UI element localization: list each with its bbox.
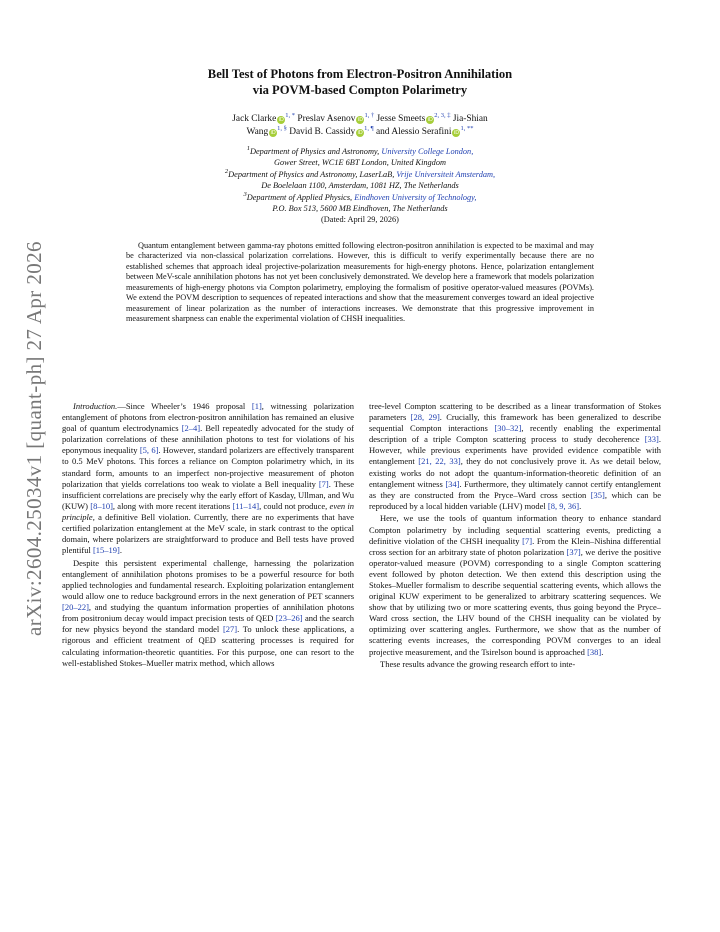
- citation-link[interactable]: [23–26]: [275, 613, 303, 624]
- abstract: Quantum entanglement between gamma-ray photons emitted following electron-positron annihilation is expected to be maximal and may be characterized via non-classical polarization correlations. However, this is difficult to verify experimentally because there are no established schemes that approach ideal projective-polarization measurements for high-energy photons. Hence, polarization entanglement between MeV-scale annihilation photons has not yet been conclusively demonstrated. We develop here a framework that models polarization measurements of high-energy photons via Compton polarimetry, employing the formalism of positive operator-valued measures (POVMs). We extend the POVM description to sequences of repeated interactions and show that the measurement converges toward an ideal projective measurement of linear polarization as the number of interactions increases. We demonstrate that this progressive improvement in measurement sharpness can enable the experimental violation of CHSH inequalities.: [126, 241, 594, 324]
- citation-link[interactable]: [37]: [566, 546, 581, 557]
- body-column-right: [369, 401, 661, 672]
- text-run: . To unlock these applications, a rigorous and efficient treatment of QED scattering processes is required for calculating information-theoretic quantities. For this purpose, one can resort to the well-established Stokes–Mueller matrix method, which allows: [62, 624, 355, 668]
- text-run: tree-level Compton scattering to be described as a linear transformation of Stokes parameters: [369, 401, 661, 423]
- author-affil-marker[interactable]: 1, ¶: [364, 125, 374, 132]
- author-name: Wang: [246, 127, 269, 137]
- text-run: .: [119, 545, 122, 556]
- author-name: David B. Cassidy: [289, 127, 356, 137]
- text-run: , witnessing polarization entanglement of photons from electron-positron annihilation has remained an elusive goal of quantum electrodynamics: [62, 401, 354, 434]
- affiliation-number: 2: [224, 167, 229, 175]
- text-run: , and studying the quantum information properties of annihilation photons from positronium decay would impact precision tests of QED: [62, 602, 354, 624]
- title-line-1: Bell Test of Photons from Electron-Positron Annihilation: [207, 67, 513, 81]
- citation-link[interactable]: [5, 6]: [139, 445, 159, 456]
- orcid-icon[interactable]: iD: [278, 117, 284, 123]
- paragraph: [369, 401, 661, 512]
- body-column-left: [62, 401, 354, 670]
- citation-link[interactable]: [34]: [445, 478, 460, 489]
- text-run: . Crucially, this framework has been generalized to describe sequential Compton interactions: [369, 412, 661, 434]
- affiliation-3-address: P.O. Box 513, 5600 MB Eindhoven, The Netherlands: [272, 204, 448, 214]
- citation-link[interactable]: [11–14]: [232, 500, 260, 511]
- citation-link[interactable]: [35]: [590, 489, 605, 500]
- affiliation-link[interactable]: Vrije Universiteit Amsterdam,: [396, 169, 496, 179]
- citation-link[interactable]: [1]: [251, 401, 262, 411]
- citation-link[interactable]: [7]: [318, 478, 329, 489]
- author-name: Jack Clarke: [232, 114, 277, 124]
- orcid-icon[interactable]: iD: [357, 130, 363, 136]
- affiliation-text: Department of Physics and Astronomy,: [249, 147, 380, 156]
- text-run: . Furthermore, they ultimately cannot certify entanglement as they are constructed from the Pryce–Ward cross section: [369, 478, 661, 500]
- dated-line: (Dated: April 29, 2026): [321, 215, 399, 225]
- author-name: Alessio Serafini: [391, 127, 452, 137]
- author-affil-marker[interactable]: 1, *: [285, 112, 296, 119]
- paragraph: [62, 401, 354, 556]
- author-conjunction: and: [375, 127, 390, 137]
- text-run: —Since Wheeler’s 1946 proposal: [117, 401, 252, 411]
- orcid-icon[interactable]: iD: [357, 117, 364, 123]
- arxiv-identifier: arXiv:2604.25034v1 [quant-ph] 27 Apr 2026: [22, 241, 46, 636]
- text-run: , which can be reproduced by a local hidden variable (LHV) model: [369, 489, 662, 511]
- text-run: , we derive the positive operator-valued measure (POVM) corresponding to a single Compton scattering event followed by photon detection. We then extend this description using the Stokes–Mueller formalism to describe sequential scattering events, which allows the original KUW experiment to be generalized to arbitrary scattering sequences. We show that by utilizing two or more scattering events, thus going beyond the Pryce–Ward cross section, the LHV bound of the CHSH inequality can be violated by optimizing over scattering angles. Furthermore, we show that as the number of scattering events increases, the corresponding POVM converges to an ideal projective measurement, and the Tsirelson bound is approached: [369, 546, 661, 657]
- citation-link[interactable]: [30–32]: [494, 423, 522, 434]
- citation-link[interactable]: [15–19]: [92, 545, 120, 556]
- affiliation-text: Department of Physics and Astronomy, LaserLaB,: [228, 169, 395, 179]
- citation-link[interactable]: [21, 22, 33]: [418, 456, 461, 467]
- citation-link[interactable]: [27]: [222, 624, 238, 635]
- citation-link[interactable]: [8–10]: [90, 500, 113, 511]
- affiliation-3: [130, 192, 590, 203]
- text-run: , along with more recent iterations: [112, 500, 233, 511]
- affiliation-link[interactable]: University College London,: [381, 147, 474, 156]
- affiliation-2-address: De Boelelaan 1100, Amsterdam, 1081 HZ, The Netherlands: [261, 181, 459, 191]
- text-run: , they do not conclusively prove it. As we detail below, existing works do not adopt the quantum-information-theoretic definition of an entanglement witness: [369, 456, 661, 489]
- text-run: .: [601, 646, 604, 657]
- text-run: . Bell repeatedly advocated for the study of polarization correlations of these annihilation photons to test for violations of his eponymous inequality: [62, 423, 354, 456]
- paragraph: [369, 513, 661, 657]
- paragraph: [369, 659, 661, 670]
- author-name: Jia-Shian: [452, 114, 488, 124]
- author-name: Jesse Smeets: [376, 114, 426, 124]
- author-list: [150, 113, 570, 139]
- text-run: , a definitive Bell violation. Currently, there are no experiments that have certified polarization entanglement at the MeV scale, in stark contrast to the optical domain, where polarizers are straightforward to produce and Bell tests have proved plentiful: [62, 511, 354, 556]
- text-run: These results advance the growing research effort to inte-: [380, 659, 576, 670]
- text-run: , recently enabling the experimental description of a triple Compton scattering process to study decoherence: [369, 423, 661, 445]
- affiliation-1-address: Gower Street, WC1E 6BT London, United Kingdom: [274, 158, 446, 168]
- citation-link[interactable]: [7]: [522, 535, 533, 546]
- affiliation-link[interactable]: Eindhoven University of Technology,: [354, 192, 477, 202]
- affiliation-text: Department of Applied Physics,: [246, 192, 353, 202]
- section-runin: Introduction.: [73, 401, 118, 411]
- author-name: Preslav Asenov: [297, 114, 356, 124]
- citation-link[interactable]: [38]: [587, 646, 602, 657]
- citation-link[interactable]: [33]: [644, 434, 659, 445]
- text-run: Here, we use the tools of quantum information theory to enhance standard Compton polarimetry by including sequential scattering events, predicting a definitive violation of the CHSH inequality: [369, 513, 661, 546]
- text-run: , could not produce,: [259, 500, 330, 511]
- author-affil-marker[interactable]: 1, §: [277, 125, 287, 132]
- citation-link[interactable]: [2–4]: [181, 423, 201, 434]
- author-affil-marker[interactable]: 1, †: [364, 112, 375, 119]
- title-line-2: via POVM-based Compton Polarimetry: [252, 83, 468, 97]
- citation-link[interactable]: [20–22]: [62, 602, 89, 613]
- text-run: .: [579, 500, 582, 511]
- emphasis: even in principle: [62, 500, 354, 522]
- affiliation-number: 3: [243, 190, 247, 198]
- paper-title: [140, 66, 580, 98]
- affiliation-1: [130, 146, 590, 157]
- text-run: and the search for new physics beyond the standard model: [62, 613, 354, 635]
- citation-link[interactable]: [28, 29]: [410, 412, 440, 423]
- affiliation-number: 1: [246, 145, 250, 152]
- orcid-icon[interactable]: iD: [270, 130, 276, 136]
- citation-link[interactable]: [8, 9, 36]: [547, 500, 580, 511]
- affiliations: [130, 146, 590, 226]
- text-run: . These insufficient correlations are precisely why the early effort of Kasday, Ullman, and Wu (KUW): [62, 478, 354, 511]
- author-affil-marker[interactable]: 1, **: [460, 125, 474, 132]
- author-affil-marker[interactable]: 2, 3, ‡: [434, 112, 451, 119]
- paragraph: [62, 558, 354, 669]
- text-run: . However, while previous experiments have provided evidence compatible with entanglement: [369, 434, 661, 467]
- affiliation-2: [130, 169, 590, 180]
- text-run: Despite this persistent experimental challenge, harnessing the polarization entanglement of annihilation photons promises to be a powerful resource for both applied technologies and fundamental research. Exploiting polarization entanglement would allow one to reduce background errors in the next generation of PET scanners: [62, 557, 354, 602]
- orcid-icon[interactable]: iD: [453, 130, 460, 136]
- text-run: . However, standard polarizers are effectively transparent to 0.5 MeV photons. This forces a reliance on Compton polarimetry which, in its standard form, amounts to an imperfect non-projective measurement of photon polarization that yields correlations too weak to violate a Bell inequality: [62, 445, 354, 489]
- orcid-icon[interactable]: iD: [427, 117, 433, 123]
- text-run: . From the Klein–Nishina differential cross section for an arbitrary state of photon polarization: [369, 535, 662, 557]
